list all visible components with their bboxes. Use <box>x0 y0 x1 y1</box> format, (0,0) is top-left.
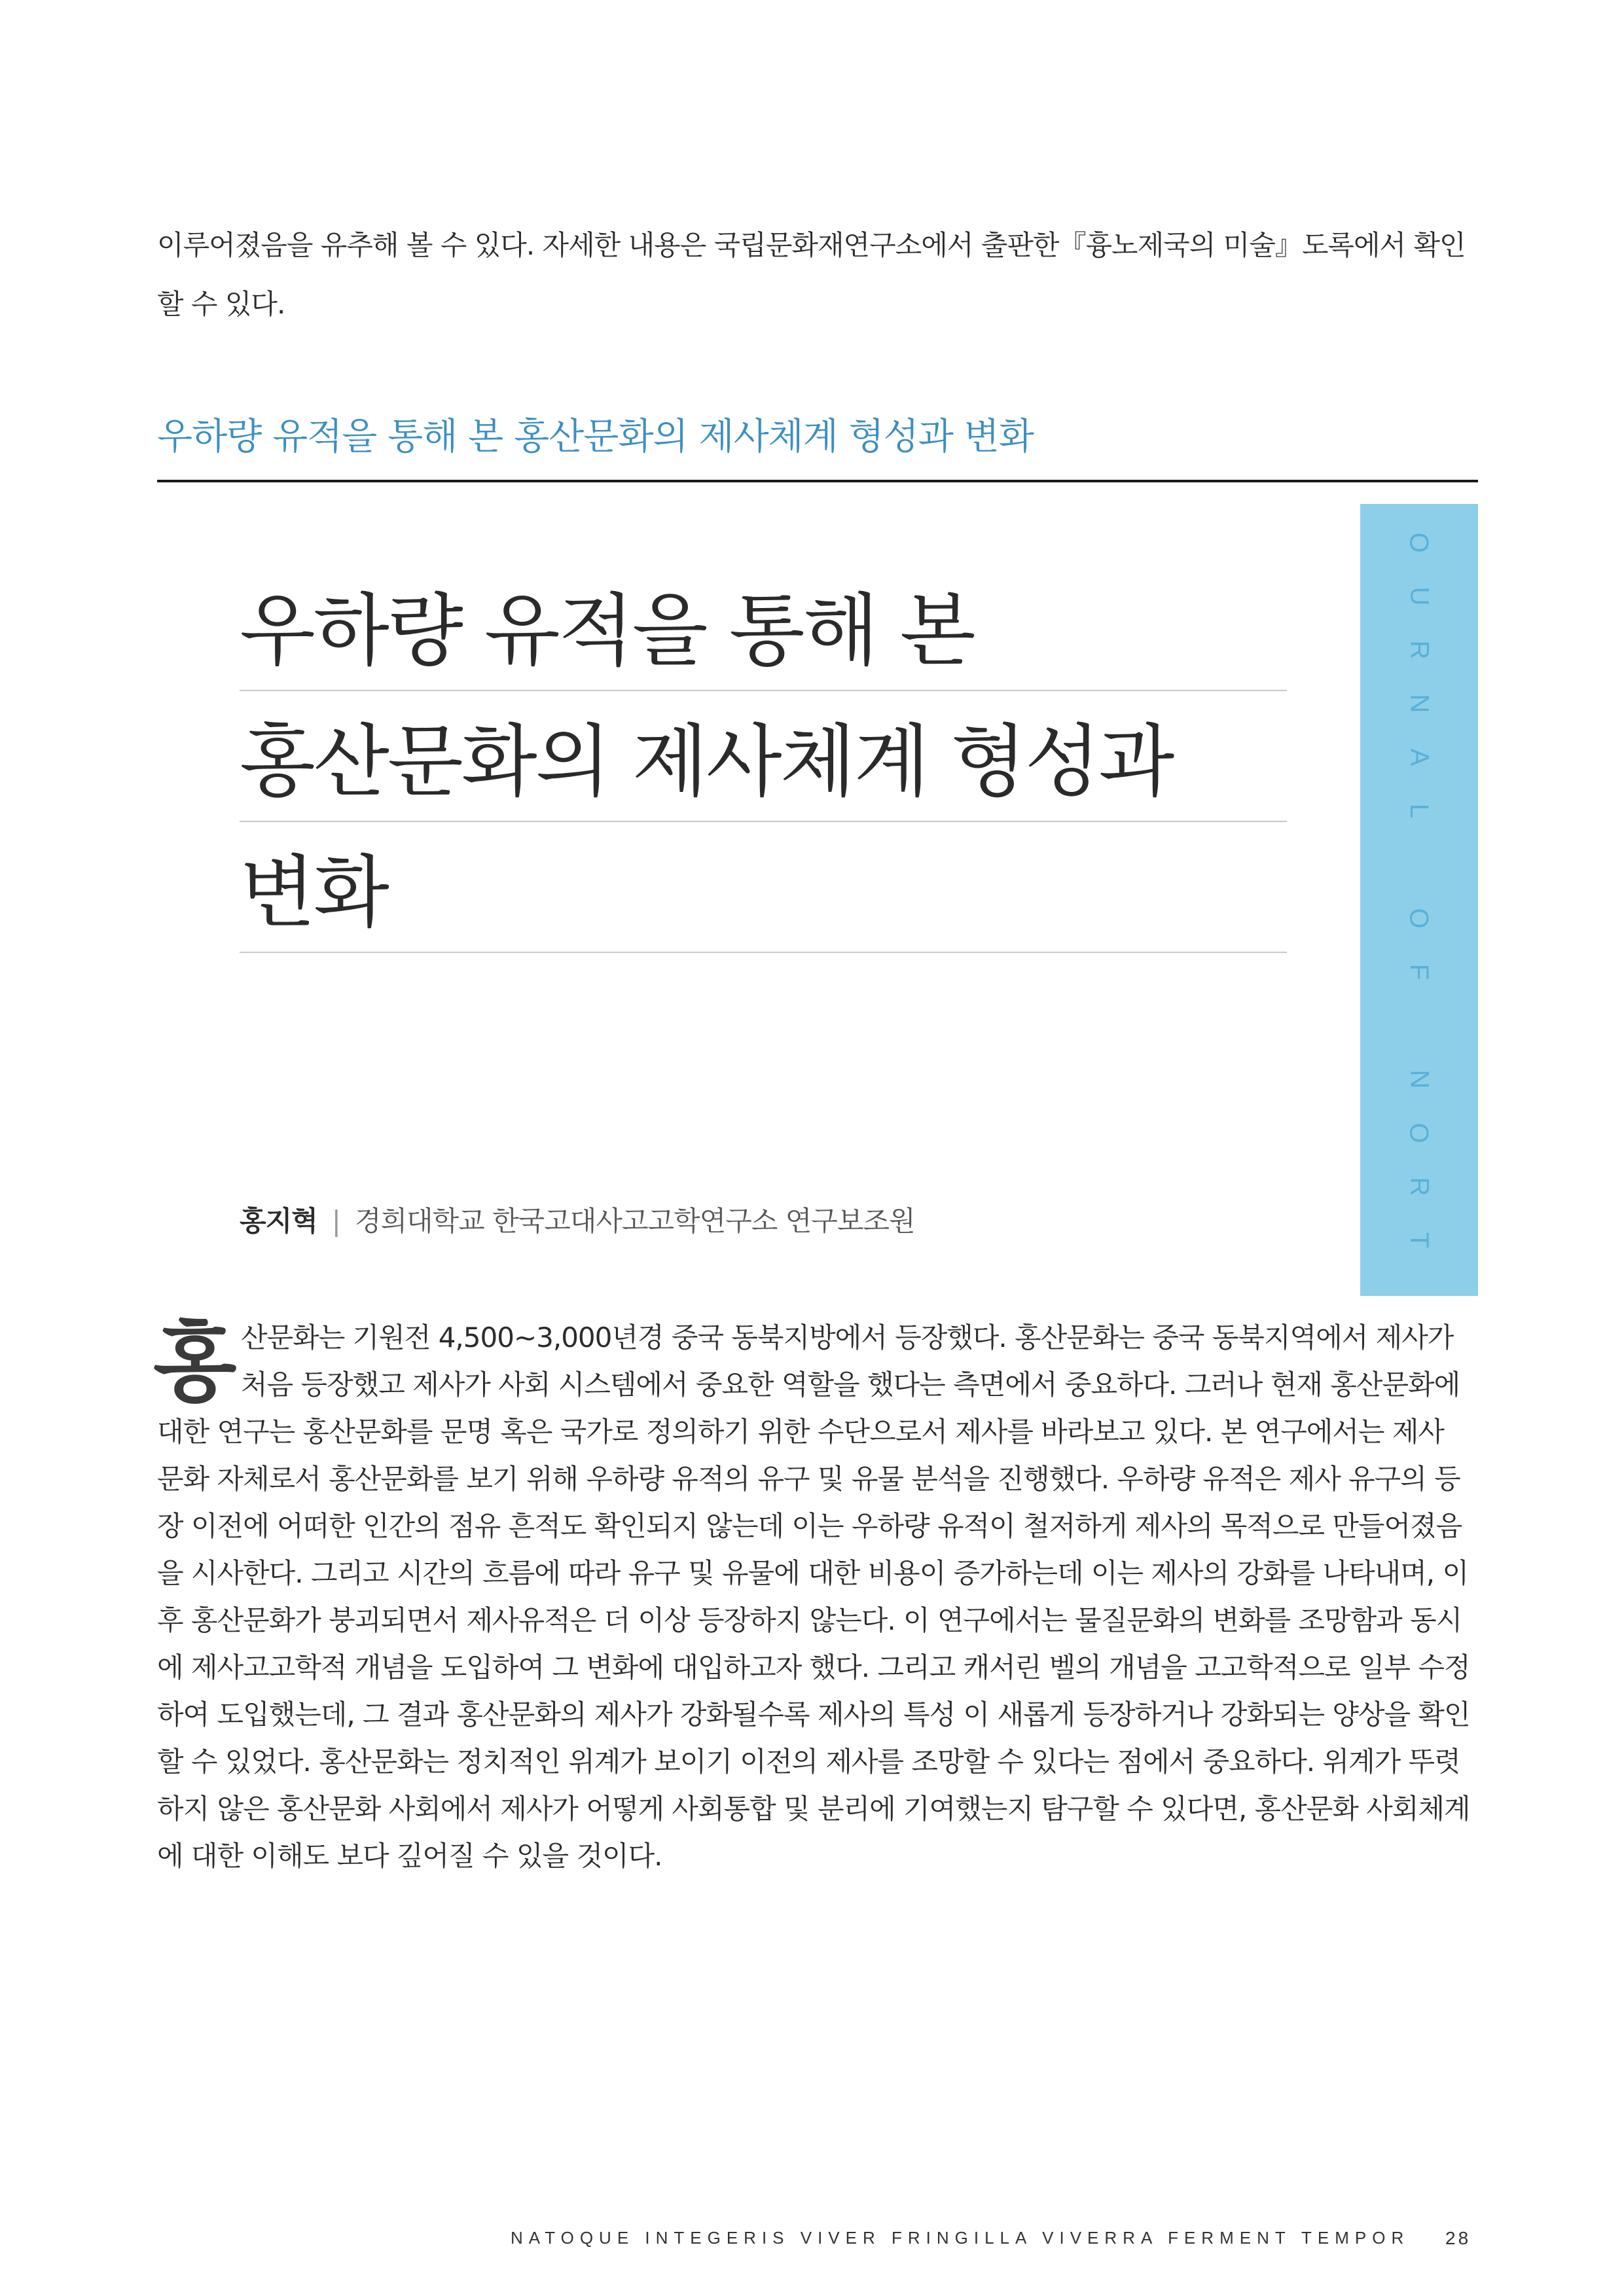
intro-line-2: 할 수 있다. <box>157 288 285 320</box>
author-affiliation: 경희대학교 한국고대사고고학연구소 연구보조원 <box>354 1205 915 1237</box>
intro-line-1: 이루어졌음을 유추해 볼 수 있다. 자세한 내용은 국립문화재연구소에서 출판한『흉노제국의 미술』도록에서 확인 <box>157 229 1466 261</box>
side-letter: R <box>1404 1177 1434 1196</box>
side-letter: U <box>1404 586 1434 606</box>
abstract-paragraph <box>157 1314 1479 1880</box>
abstract-line: 을 시사한다. 그리고 시간의 흐름에 따라 유구 및 유물에 대한 비용이 증가하는데 이는 제사의 강화를 나타내며, 이 <box>157 1557 1469 1589</box>
abstract-line: 에 대한 이해도 보다 깊어질 수 있을 것이다. <box>157 1840 662 1872</box>
abstract-line: 산문화는 기원전 4,500~3,000년경 중국 동북지방에서 등장했다. 홍산문화는 중국 동북지역에서 제사가 <box>241 1321 1454 1354</box>
side-letter: O <box>1405 1122 1434 1143</box>
title-line-3: 변화 <box>240 838 1287 953</box>
side-letter: F <box>1405 963 1434 980</box>
side-letter: N <box>1404 1069 1434 1089</box>
side-letter: R <box>1404 640 1434 660</box>
section-heading: 우하량 유적을 통해 본 홍산문화의 제사체계 형성과 변화 <box>157 416 1034 458</box>
abstract-line: 문화 자체로서 홍산문화를 보기 위해 우하량 유적의 유구 및 유물 분석을 진행했다. 우하량 유적은 제사 유구의 등 <box>157 1463 1460 1495</box>
running-footer: NATOQUE INTEGERIS VIVER FRINGILLA VIVERRA FERMENT TEMPOR <box>511 2228 1410 2248</box>
abstract-line: 후 홍산문화가 붕괴되면서 제사유적은 더 이상 등장하지 않는다. 이 연구에서는 물질문화의 변화를 조망함과 동시 <box>157 1604 1462 1636</box>
abstract-line: 에 제사고고학적 개념을 도입하여 그 변화에 대입하고자 했다. 그리고 캐서린 벨의 개념을 고고학적으로 일부 수정 <box>157 1651 1470 1683</box>
title-line-1: 우하량 유적을 통해 본 <box>240 576 1287 691</box>
abstract-line: 처음 등장했고 제사가 사회 시스템에서 중요한 역할을 했다는 측면에서 중요하다. 그러나 현재 홍산문화에 <box>241 1369 1460 1401</box>
abstract-line: 할 수 있었다. 홍산문화는 정치적인 위계가 보이기 이전의 제사를 조망할 수 있다는 점에서 중요하다. 위계가 뚜렷 <box>157 1746 1460 1778</box>
title-line-2: 홍산문화의 제사체계 형성과 <box>240 707 1287 822</box>
abstract-line: 하여 도입했는데, 그 결과 홍산문화의 제사가 강화될수록 제사의 특성 이 새롭게 등장하거나 강화되는 양상을 확인 <box>157 1698 1470 1731</box>
side-letter: O <box>1405 532 1434 553</box>
side-bar-letters <box>1360 516 1478 1267</box>
journal-side-bar <box>1360 504 1478 1296</box>
author-name: 홍지혁 <box>240 1205 317 1237</box>
author-byline <box>240 1202 915 1241</box>
side-letter: O <box>1405 908 1434 929</box>
abstract-line: 장 이전에 어떠한 인간의 점유 흔적도 확인되지 않는데 이는 우하량 유적이 철저하게 제사의 목적으로 만들어졌음 <box>157 1510 1462 1542</box>
side-letter: A <box>1405 748 1434 766</box>
side-letter: L <box>1405 803 1434 819</box>
author-separator: | <box>331 1205 340 1237</box>
drop-cap: 홍 <box>153 1313 237 1414</box>
abstract-line: 대한 연구는 홍산문화를 문명 혹은 국가로 정의하기 위한 수단으로서 제사를 바라보고 있다. 본 연구에서는 제사 <box>157 1416 1445 1448</box>
page-number: 28 <box>1445 2228 1471 2248</box>
side-letter: N <box>1404 694 1434 713</box>
intro-paragraph <box>157 216 1479 334</box>
abstract-line: 하지 않은 홍산문화 사회에서 제사가 어떻게 사회통합 및 분리에 기여했는지 탐구할 수 있다면, 홍산문화 사회체계 <box>157 1793 1470 1825</box>
section-divider <box>157 480 1478 482</box>
side-letter: T <box>1405 1232 1434 1249</box>
article-title <box>240 576 1287 969</box>
